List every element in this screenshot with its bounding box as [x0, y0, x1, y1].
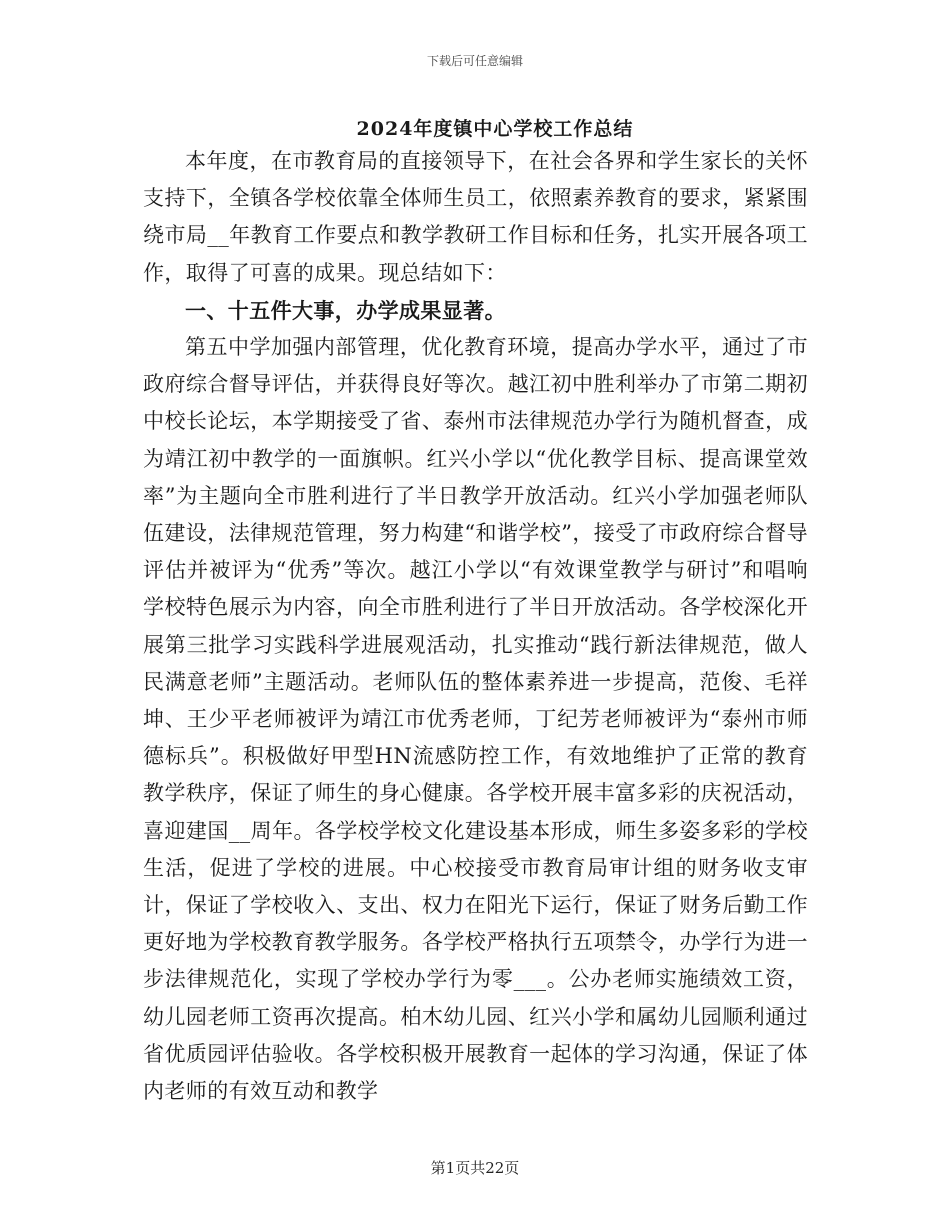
intro-paragraph: 本年度，在市教育局的直接领导下，在社会各界和学生家长的关怀支持下，全镇各学校依靠全体师生员工，依照素养教育的要求，紧紧围绕市局__年教育工作要点和教学教研工作目标和任务，扎实开展各项工作，取得了可喜的成果。现总结如下： [143, 149, 808, 285]
page-number: 第1页共22页 [430, 1159, 520, 1177]
section-heading: 一、十五件大事，办学成果显著。 [185, 297, 506, 323]
section-paragraph: 第五中学加强内部管理，优化教育环境，提高办学水平，通过了市政府综合督导评估，并获得良好等次。越江初中胜利举办了市第二期初中校长论坛，本学期接受了省、泰州市法律规范办学行为随机督查，成为靖江初中教学的一面旗帜。红兴小学以“优化教学目标、提高课堂效率”为主题向全市胜利进行了半日教学开放活动。红兴小学加强老师队伍建设，法律规范管理，努力构建“和谐学校”，接受了市政府综合督导评估并被评为“优秀”等次。越江小学以“有效课堂教学与研讨”和唱响学校特色展示为内容，向全市胜利进行了半日开放活动。各学校深化开展第三批学习实践科学进展观活动，扎实推动“践行新法律规范，做人民满意老师”主题活动。老师队伍的整体素养进一步提高，范俊、毛祥坤、王少平老师被评为靖江市优秀老师，丁纪芳老师被评为“泰州市师德标兵”。积极做好甲型HN流感防控工作，有效地维护了正常的教育教学秩序，保证了师生的身心健康。各学校开展丰富多彩的庆祝活动，喜迎建国__周年。各学校学校文化建设基本形成，师生多姿多彩的学校生活，促进了学校的进展。中心校接受市教育局审计组的财务收支审计，保证了学校收入、支出、权力在阳光下运行，保证了财务后勤工作更好地为学校教育教学服务。各学校严格执行五项禁令，办学行为进一步法律规范化，实现了学校办学行为零___。公办老师实施绩效工资，幼儿园老师工资再次提高。柏木幼儿园、红兴小学和属幼儿园顺利通过省优质园评估验收。各学校积极开展教育一起体的学习沟通，保证了体内老师的有效互动和教学 [143, 335, 808, 1104]
page-header-note: 下载后可任意编辑 [426, 54, 523, 68]
document-title: 2024年度镇中心学校工作总结 [356, 118, 634, 140]
document-body [143, 143, 808, 1110]
